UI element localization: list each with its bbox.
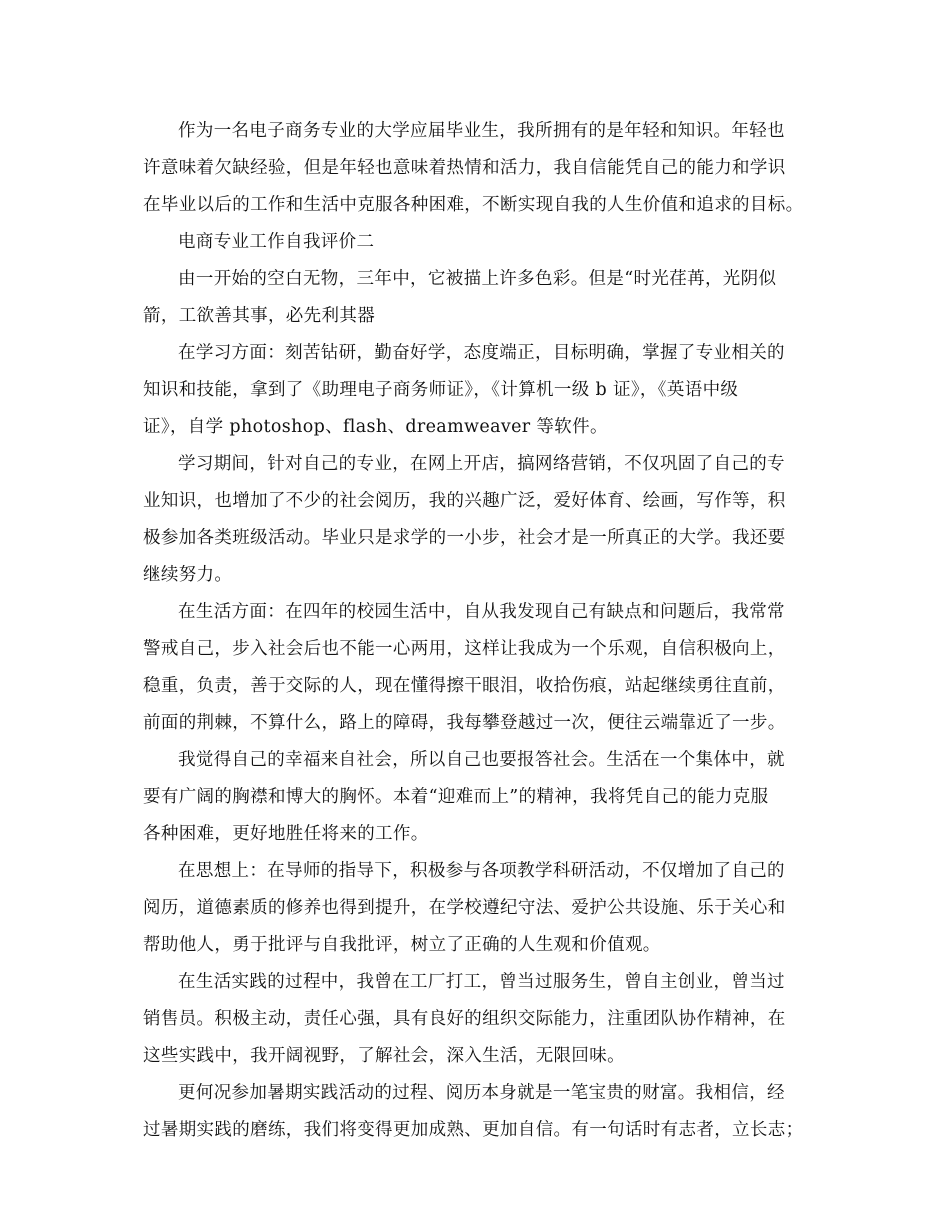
text-line: 继续努力。 — [143, 565, 233, 585]
text-line: 阅历，道德素质的修养也得到提升，在学校遵纪守法、爱护公共设施、乐于关心和 — [143, 898, 786, 918]
text-line: 更何况参加暑期实践活动的过程、阅历本身就是一笔宝贵的财富。我相信，经 — [178, 1083, 785, 1103]
text-line: 这些实践中，我开阔视野，了解社会，深入生活，无限回味。 — [143, 1046, 625, 1066]
text-line: 销售员。积极主动，责任心强，具有良好的组织交际能力，注重团队协作精神，在 — [143, 1009, 786, 1029]
text-line: 在生活实践的过程中，我曾在工厂打工，曾当过服务生，曾自主创业，曾当过 — [178, 972, 785, 992]
text-line: 知识和技能，拿到了《助理电子商务师证》，《计算机一级 b 证》，《英语中级 — [143, 380, 739, 400]
section-heading: 电商专业工作自我评价二 — [178, 232, 375, 252]
text-line: 警戒自己，步入社会后也不能一心两用，这样让我成为一个乐观，自信积极向上， — [143, 639, 786, 659]
text-line: 许意味着欠缺经验，但是年轻也意味着热情和活力，我自信能凭自己的能力和学识 — [143, 158, 786, 178]
text-line: 业知识，也增加了不少的社会阅历，我的兴趣广泛，爱好体育、绘画，写作等，积 — [143, 491, 786, 511]
text-line: 学习期间，针对自己的专业，在网上开店，搞网络营销，不仅巩固了自己的专 — [178, 454, 785, 474]
text-line: 帮助他人，勇于批评与自我批评，树立了正确的人生观和价值观。 — [143, 935, 661, 955]
text-line: 在毕业以后的工作和生活中克服各种困难，不断实现自我的人生价值和追求的目标。 — [143, 195, 804, 215]
text-line: 各种困难，更好地胜任将来的工作。 — [143, 824, 429, 844]
text-line: 我觉得自己的幸福来自社会，所以自己也要报答社会。生活在一个集体中，就 — [178, 750, 785, 770]
text-line: 由一开始的空白无物，三年中，它被描上许多色彩。但是“时光荏苒，光阴似 — [178, 269, 777, 289]
text-line: 过暑期实践的磨练，我们将变得更加成熟、更加自信。有一句话时有志者，立长志； — [143, 1120, 804, 1140]
text-line: 在学习方面：刻苦钻研，勤奋好学，态度端正，目标明确，掌握了专业相关的 — [178, 343, 785, 363]
text-line: 作为一名电子商务专业的大学应届毕业生，我所拥有的是年轻和知识。年轻也 — [178, 121, 785, 141]
text-line: 在思想上：在导师的指导下，积极参与各项教学科研活动，不仅增加了自己的 — [178, 861, 785, 881]
text-line: 在生活方面：在四年的校园生活中，自从我发现自己有缺点和问题后，我常常 — [178, 602, 785, 622]
text-line: 要有广阔的胸襟和博大的胸怀。本着“迎难而上”的精神，我将凭自己的能力克服 — [143, 787, 769, 807]
text-line: 证》，自学 photoshop、flash、dreamweaver 等软件。 — [143, 417, 608, 437]
text-line: 稳重，负责，善于交际的人，现在懂得擦干眼泪，收拾伤痕，站起继续勇往直前， — [143, 676, 786, 696]
text-line: 极参加各类班级活动。毕业只是求学的一小步，社会才是一所真正的大学。我还要 — [143, 528, 786, 548]
text-line: 箭，工欲善其事，必先利其器 — [143, 306, 376, 326]
text-line: 前面的荆棘，不算什么，路上的障碍，我每攀登越过一次，便往云端靠近了一步。 — [143, 713, 786, 733]
